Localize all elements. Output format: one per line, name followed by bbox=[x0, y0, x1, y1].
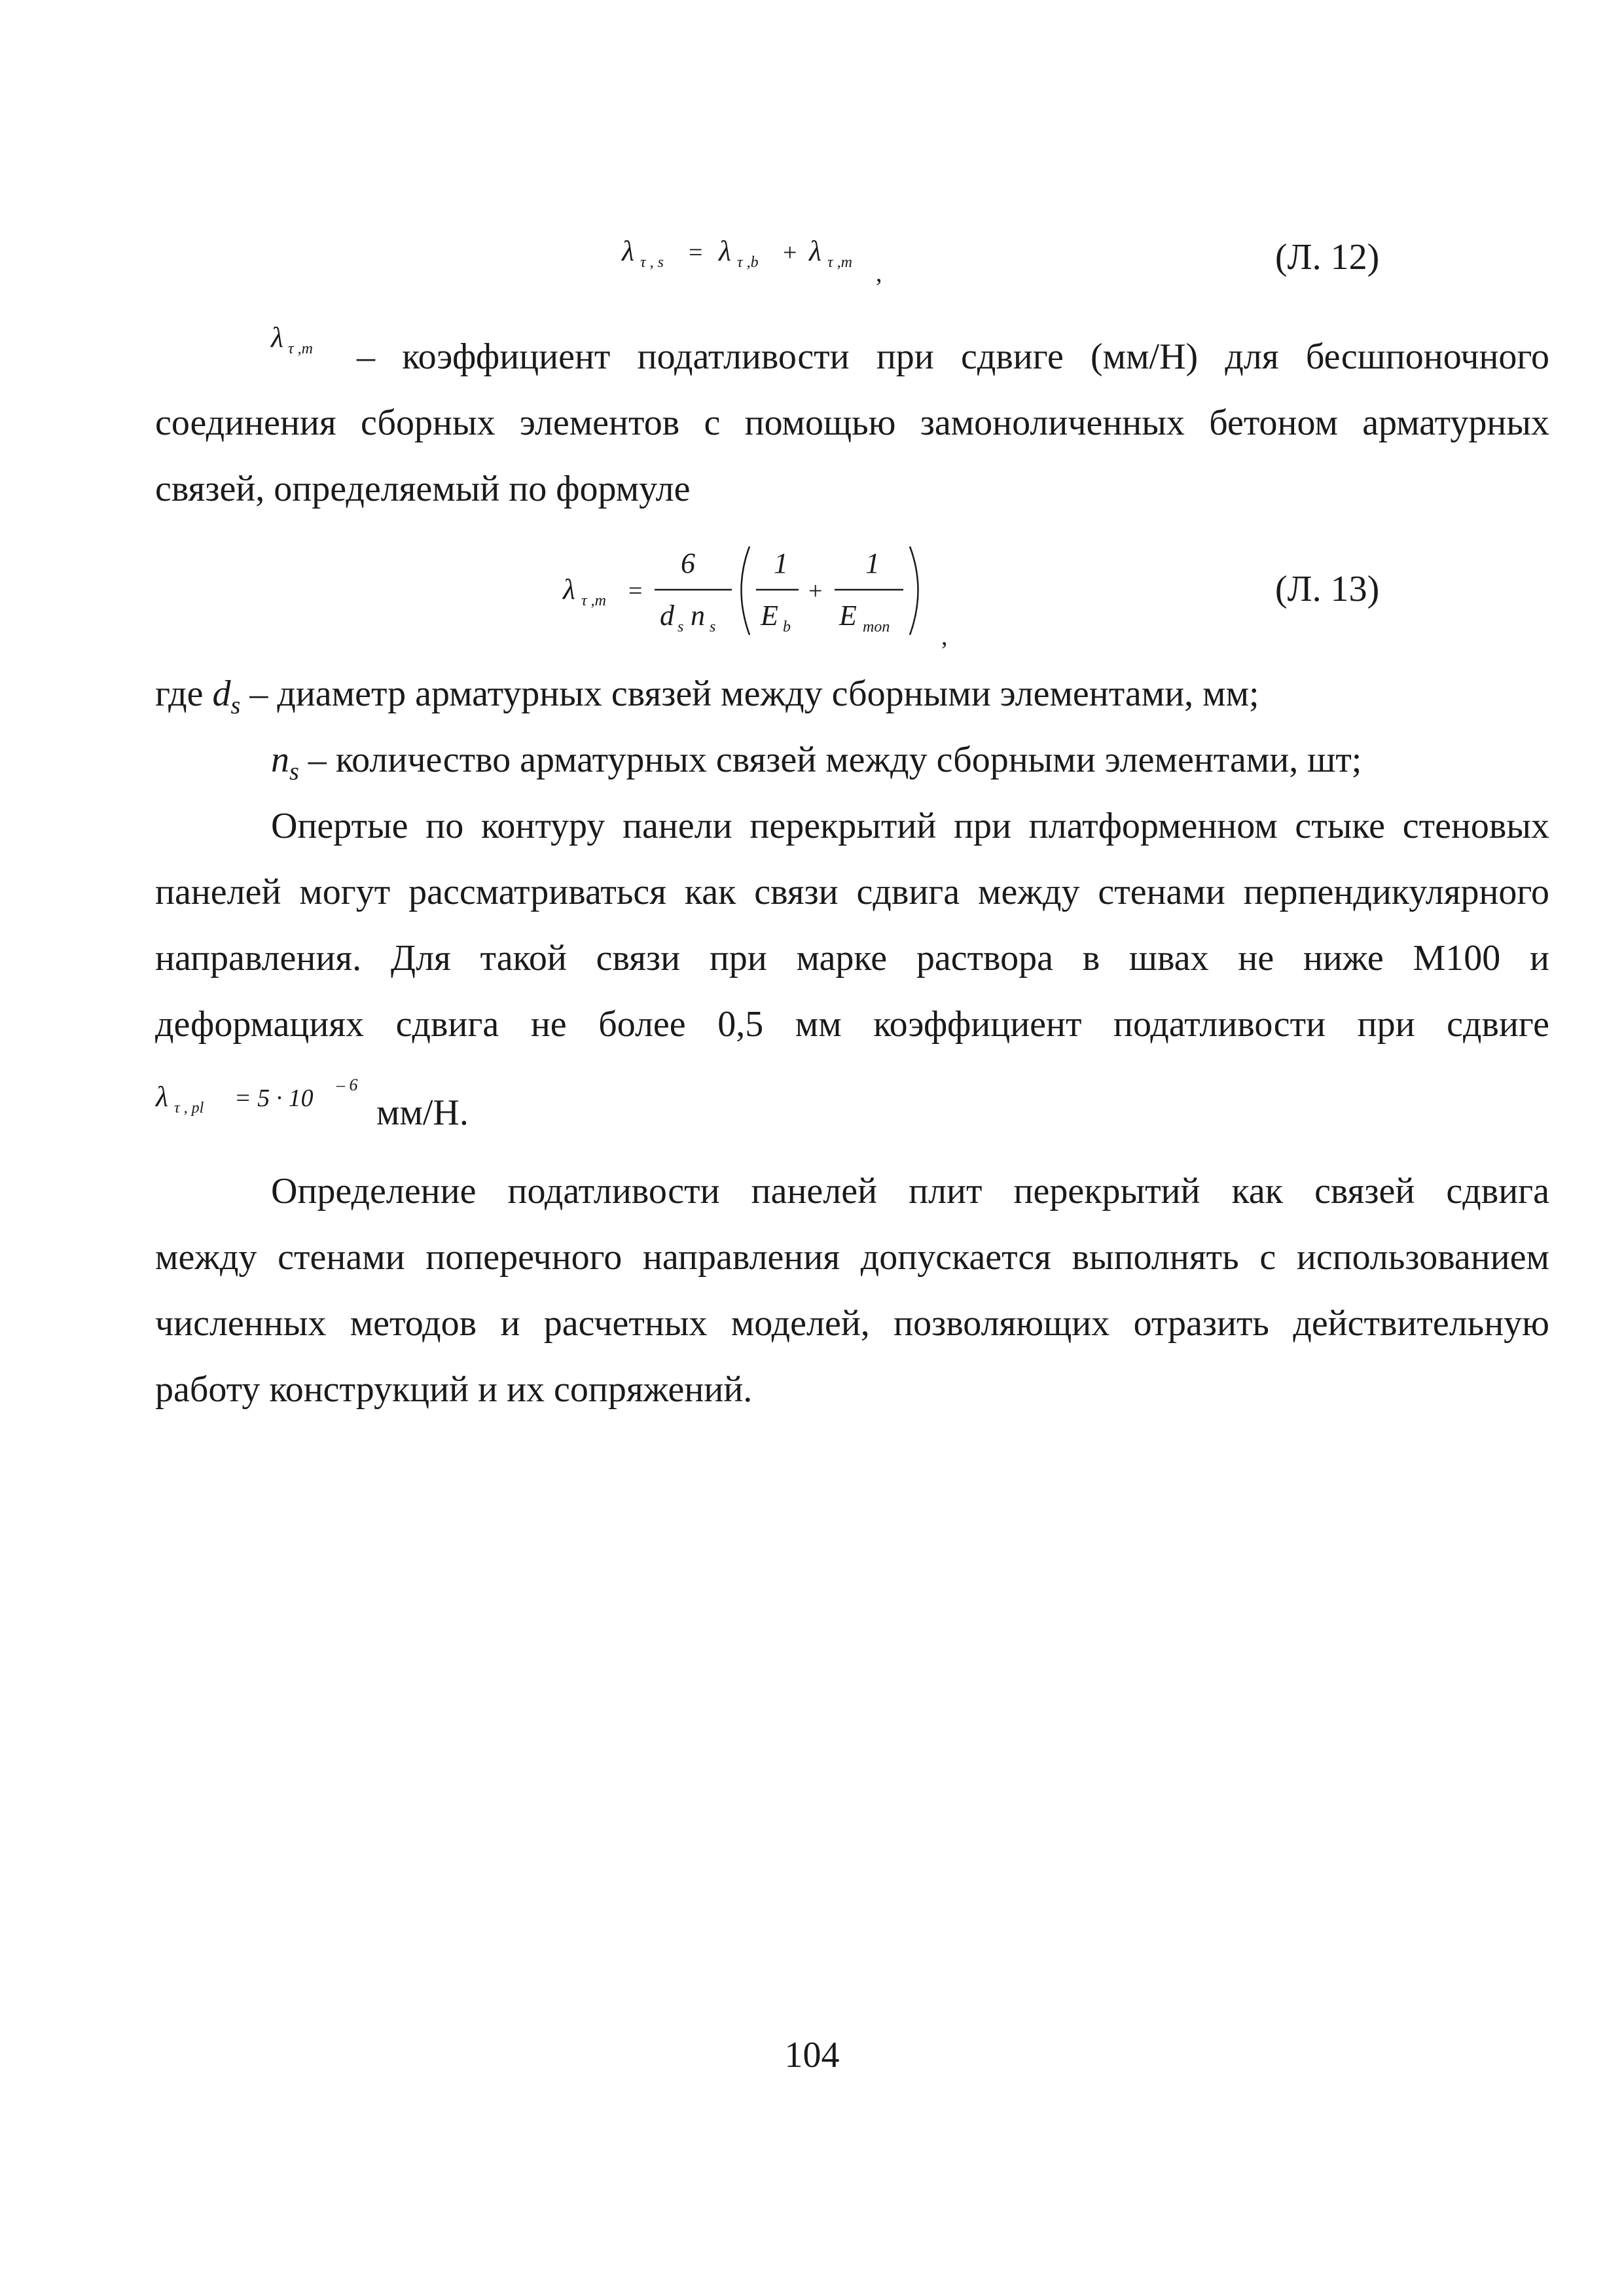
eq13-right-paren bbox=[910, 547, 918, 635]
eq12-t2-symbol: λ bbox=[809, 235, 822, 267]
ds-sub: s bbox=[230, 692, 241, 719]
ds-var: d bbox=[212, 673, 231, 714]
eq13-comma: , bbox=[941, 623, 948, 651]
def-lambda-symbol: λ bbox=[271, 321, 284, 353]
eq13-lhs-sub: τ ,m bbox=[581, 592, 606, 609]
para1-line-2: панелей могут рассматриваться как связи сдвига между стенами перпендикулярного bbox=[155, 872, 1549, 912]
eq13-den-d: d bbox=[660, 600, 674, 632]
page-number: 104 bbox=[784, 2035, 840, 2075]
where-ns-line bbox=[155, 727, 1549, 793]
def-lambda-m-formula bbox=[268, 321, 347, 367]
para2-line-4: работу конструкций и их сопряжений. bbox=[155, 1369, 753, 1410]
eq13-left-paren bbox=[742, 547, 750, 635]
para2-line-1: Определение податливости панелей плит перекрытий как связей сдвига bbox=[271, 1171, 1549, 1211]
pl-equals-value: = 5 · 10 bbox=[234, 1085, 314, 1112]
equation-13 bbox=[556, 533, 982, 664]
where-ds-line bbox=[155, 661, 1549, 727]
para1-line-3: направления. Для такой связи при марке раствора в швах не ниже М100 и bbox=[155, 938, 1549, 978]
pl-exponent: – 6 bbox=[336, 1075, 358, 1094]
pl-sub: τ , pl bbox=[174, 1100, 204, 1117]
ns-sub: s bbox=[289, 758, 299, 785]
eq13-frac1-num: 1 bbox=[774, 547, 788, 579]
def-lambda-sub: τ ,m bbox=[288, 340, 313, 357]
eq13-frac2-num: 1 bbox=[865, 547, 880, 579]
eq12-lhs-symbol: λ bbox=[622, 235, 635, 267]
pl-symbol: λ bbox=[156, 1081, 169, 1113]
para2-line-2: между стенами поперечного направления допускается выполнять с использованием bbox=[155, 1237, 1549, 1278]
def-line-3: связей, определяемый по формуле bbox=[155, 469, 691, 509]
eq13-frac1-den-sub: b bbox=[783, 619, 791, 636]
eq12-t1-symbol: λ bbox=[719, 235, 732, 267]
eq12-comma: , bbox=[876, 260, 882, 287]
eq13-frac2-den: E bbox=[839, 600, 857, 632]
eq13-den-d-sub: s bbox=[677, 619, 684, 636]
eq13-den-n: n bbox=[691, 600, 705, 632]
equation-12 bbox=[615, 229, 916, 288]
def-line-2: соединения сборных элементов с помощью замоноличенных бетоном арматурных bbox=[155, 403, 1549, 443]
eq13-den-n-sub: s bbox=[710, 619, 716, 636]
ns-var: n bbox=[271, 740, 289, 780]
eq12-equals: = bbox=[689, 239, 703, 266]
para1-line-4: деформациях сдвига не более 0,5 мм коэффициент податливости при сдвиге bbox=[155, 1004, 1549, 1045]
equation-13-number: (Л. 13) bbox=[1275, 569, 1380, 609]
pl-unit: мм/Н. bbox=[376, 1092, 469, 1133]
eq12-plus: + bbox=[783, 239, 797, 266]
where-prefix: где bbox=[155, 673, 204, 714]
para2-line-3: численных методов и расчетных моделей, позволяющих отразить действительную bbox=[155, 1303, 1549, 1344]
eq13-num: 6 bbox=[681, 547, 695, 579]
eq12-lhs-sub: τ , s bbox=[640, 254, 664, 271]
eq12-t2-sub: τ ,m bbox=[827, 254, 852, 271]
eq13-equals: = bbox=[628, 577, 643, 605]
lambda-pl-formula bbox=[152, 1067, 374, 1126]
eq13-plus: + bbox=[808, 577, 823, 605]
eq13-lhs-symbol: λ bbox=[563, 573, 576, 605]
ns-text: – количество арматурных связей между сборными элементами, шт; bbox=[308, 740, 1362, 780]
def-line-1: – коэффициент податливости при сдвиге (мм/Н) для бесшпоночного bbox=[357, 336, 1549, 377]
eq12-t1-sub: τ ,b bbox=[737, 254, 759, 271]
para1-line-1: Опертые по контуру панели перекрытий при платформенном стыке стеновых bbox=[271, 806, 1549, 846]
ds-text: – диаметр арматурных связей между сборными элементами, мм; bbox=[249, 673, 1259, 714]
equation-12-number: (Л. 12) bbox=[1275, 237, 1380, 278]
eq13-frac1-den: E bbox=[761, 600, 778, 632]
eq13-frac2-den-sub: mon bbox=[863, 619, 890, 636]
